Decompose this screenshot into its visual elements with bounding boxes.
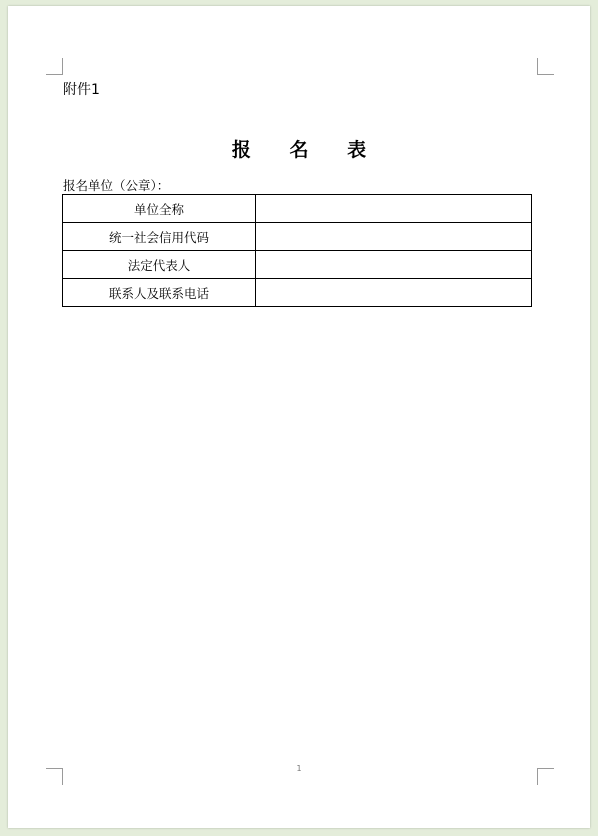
margin-corner-top-left — [46, 58, 63, 75]
table-row — [63, 279, 532, 307]
row-label-unit-name: 单位全称 — [63, 195, 256, 223]
page-number: 1 — [296, 764, 302, 773]
row-value-unit-name[interactable] — [256, 195, 532, 223]
row-value-legal-representative[interactable] — [256, 251, 532, 279]
margin-corner-top-right — [537, 58, 554, 75]
document-page — [8, 6, 590, 828]
document-title: 报 名 表 — [231, 139, 383, 161]
attachment-label: 附件1 — [63, 82, 100, 98]
registration-form-table — [62, 194, 532, 307]
row-label-credit-code: 统一社会信用代码 — [63, 223, 256, 251]
row-value-contact[interactable] — [256, 279, 532, 307]
row-label-contact: 联系人及联系电话 — [63, 279, 256, 307]
row-label-legal-representative: 法定代表人 — [63, 251, 256, 279]
row-value-credit-code[interactable] — [256, 223, 532, 251]
table-row — [63, 223, 532, 251]
table-row — [63, 251, 532, 279]
registration-unit-label: 报名单位（公章）： — [63, 178, 170, 193]
table-row — [63, 195, 532, 223]
